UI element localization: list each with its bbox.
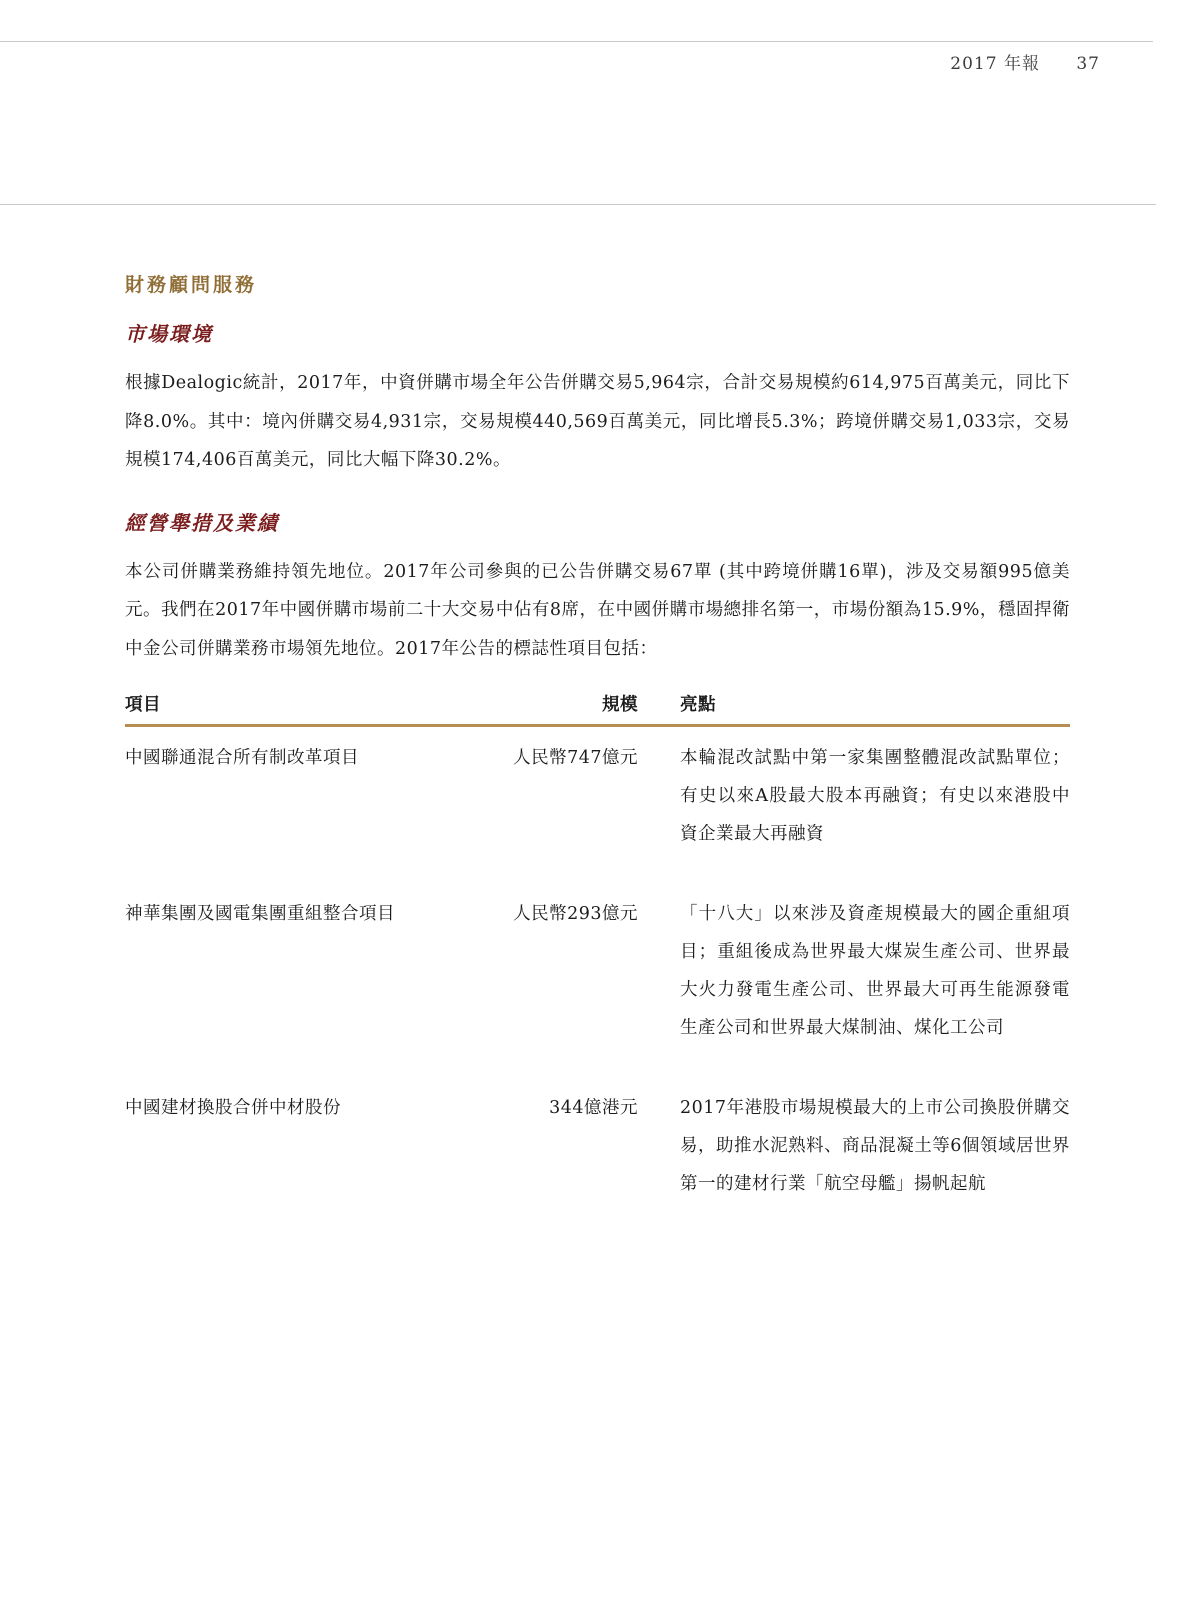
table-row	[125, 883, 1070, 1047]
table-row	[125, 1077, 1070, 1203]
market-environment-paragraph: 根據Dealogic統計，2017年，中資併購市場全年公告併購交易5,964宗，合計交易規模約614,975百萬美元，同比下降8.0%。其中：境內併購交易4,931宗，交易規模440,569百萬美元，同比增長5.3%；跨境併購交易1,033宗，交易規模174,406百萬美元，同比大幅下降30.2%。	[125, 373, 1070, 470]
top-divider	[0, 41, 1153, 42]
project-scale: 人民幣747億元	[513, 748, 638, 768]
project-scale: 人民幣293億元	[513, 904, 638, 924]
project-name: 神華集團及國電集團重組整合項目	[125, 904, 395, 924]
landmark-projects-table	[125, 692, 1070, 1203]
subsection-heading-market-environment: 市場環境	[125, 322, 213, 346]
table-header-row	[125, 692, 1070, 718]
page-header	[0, 49, 1100, 74]
operations-results-paragraph: 本公司併購業務維持領先地位。2017年公司參與的已公告併購交易67單 (其中跨境併購16單)，涉及交易額995億美元。我們在2017年中國併購市場前二十大交易中佔有8席，在中國併購市場總排名第一，市場份額為15.9%，穩固捍衛中金公司併購業務市場領先地位。2017年公告的標誌性項目包括：	[125, 561, 1070, 659]
column-header-project: 項目	[125, 695, 161, 715]
project-highlight: 2017年港股市場規模最大的上市公司換股併購交易，助推水泥熟料、商品混凝土等6個領域居世界第一的建材行業「航空母艦」揚帆起航	[680, 1098, 1070, 1194]
report-title: 2017 年報	[950, 54, 1040, 74]
project-name: 中國建材換股合併中材股份	[125, 1098, 341, 1118]
project-highlight: 本輪混改試點中第一家集團整體混改試點單位；有史以來A股最大股本再融資；有史以來港股中資企業最大再融資	[680, 748, 1070, 844]
project-scale: 344億港元	[549, 1098, 638, 1118]
project-name: 中國聯通混合所有制改革項目	[125, 748, 359, 768]
page-divider	[0, 204, 1156, 205]
page-number: 37	[1076, 54, 1100, 74]
table-row	[125, 727, 1070, 853]
page-content	[125, 270, 1070, 1233]
column-header-scale: 規模	[602, 695, 638, 715]
subsection-heading-operations-results: 經營舉措及業績	[125, 510, 279, 535]
column-header-highlight: 亮點	[680, 695, 716, 715]
section-heading-financial-advisory: 財務顧問服務	[125, 274, 258, 296]
project-highlight: 「十八大」以來涉及資產規模最大的國企重組項目；重組後成為世界最大煤炭生產公司、世界最大火力發電生產公司、世界最大可再生能源發電生產公司和世界最大煤制油、煤化工公司	[680, 904, 1070, 1038]
